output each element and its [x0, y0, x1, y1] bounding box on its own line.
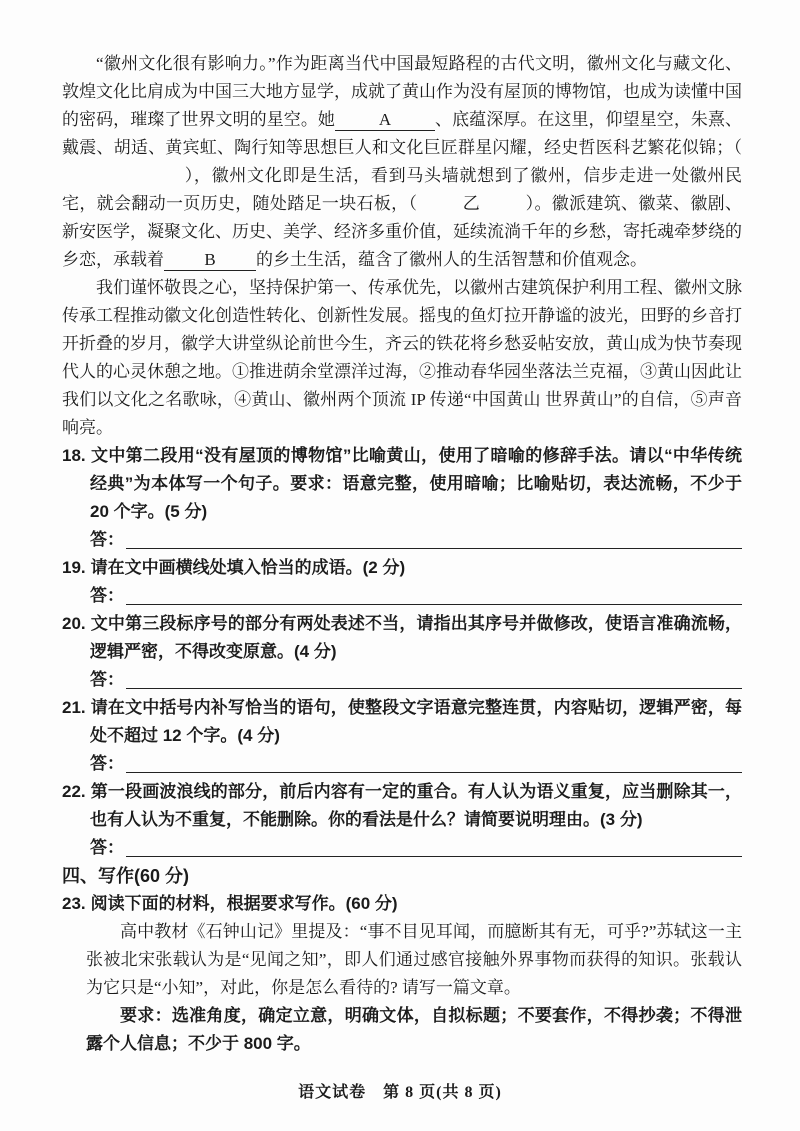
passage-p1-seg5: 的乡土生活，蕴含了徽州人的生活智慧和价值观念。 [256, 250, 647, 269]
answer-label: 答： [90, 754, 124, 773]
question-20-answer-row [62, 666, 742, 694]
passage-p1-seg3: ），徽州文化即是生活，看到马头墙就想到了徽州，信步走进一处徽州民宅，就会翻动一页历史，随处踏足一块石板，（ [62, 166, 742, 213]
paren-blank-yi: 乙 [462, 194, 480, 213]
question-23-text: 阅读下面的材料，根据要求写作。(60 分) [90, 894, 398, 913]
question-18-number: 18. [62, 446, 86, 465]
essay-material-paragraph: 高中教材《石钟山记》里提及：“事不目见耳闻，而臆断其有无，可乎?”苏轼这一主张被北宋张载认为是“见闻之知”，即人们通过感官接触外界事物而获得的知识。张载认为它只是“小知”，对此，你是怎么看待的? 请写一篇文章。 [86, 922, 742, 997]
answer-blank-line [126, 688, 742, 689]
passage-paragraph-1 [62, 50, 742, 274]
essay-requirements-paragraph: 要求：选准角度，确定立意，明确文体，自拟标题；不要套作，不得抄袭；不得泄露个人信息；不少于 800 字。 [86, 1006, 742, 1053]
question-19-answer-row [62, 582, 742, 610]
question-19 [62, 554, 742, 582]
question-22-text: 第一段画波浪线的部分，前后内容有一定的重合。有人认为语义重复，应当删除其一，也有人认为不重复，不能删除。你的看法是什么？请简要说明理由。(3 分) [90, 782, 742, 829]
question-18-text: 文中第二段用“没有屋顶的博物馆”比喻黄山，使用了暗喻的修辞手法。请以“中华传统经典”为本体写一个句子。要求：语意完整，使用暗喻；比喻贴切，表达流畅，不少于 20 个字。(5 分) [90, 446, 742, 521]
question-23 [62, 890, 742, 918]
question-22-number: 22. [62, 782, 86, 801]
question-23-number: 23. [62, 894, 86, 913]
answer-blank-line [126, 604, 742, 605]
question-21 [62, 694, 742, 750]
blank-b-underline: B [164, 250, 256, 271]
question-19-text: 请在文中画横线处填入恰当的成语。(2 分) [90, 558, 406, 577]
answer-label: 答： [90, 670, 124, 689]
answer-blank-line [126, 772, 742, 773]
passage-p1-seg4: ）。徽派建筑、徽菜、徽剧、新安医学，凝聚文化、历史、美学、经济多重价值，延续流淌千年的乡愁，寄托魂牵梦绕的乡恋，承载着 [62, 194, 743, 269]
question-21-text: 请在文中括号内补写恰当的语句，使整段文字语意完整连贯，内容贴切，逻辑严密，每处不超过 12 个字。(4 分) [90, 698, 742, 745]
passage-p1-seg1: “徽州文化很有影响力。”作为距离当代中国最短路程的古代文明，徽州文化与藏文化、敦煌文化比肩成为中国三大地方显学，成就了黄山作为没有屋顶的博物馆，也成为读懂中国的密码，璀璨了世界文明的星空。她 [62, 54, 742, 129]
passage-p1-seg2: 、底蕴深厚。在这里，仰望星空，朱熹、戴震、胡适、黄宾虹、陶行知等思想巨人和文化巨匠群星闪耀，经史哲医科艺繁花似锦；（ [62, 110, 743, 157]
answer-label: 答： [90, 838, 124, 857]
answer-label: 答： [90, 586, 124, 605]
answer-label: 答： [90, 530, 124, 549]
page-footer: 语文试卷 第 8 页(共 8 页) [298, 1084, 502, 1101]
question-20 [62, 610, 742, 666]
answer-blank-line [126, 856, 742, 857]
question-22 [62, 778, 742, 834]
question-21-answer-row [62, 750, 742, 778]
question-18-answer-row [62, 526, 742, 554]
blank-a-underline: A [335, 110, 435, 131]
section-heading-writing: 四、写作(60 分) [62, 866, 190, 886]
question-19-number: 19. [62, 558, 86, 577]
answer-blank-line [126, 548, 742, 549]
question-20-number: 20. [62, 614, 86, 633]
question-20-text: 文中第三段标序号的部分有两处表述不当，请指出其序号并做修改，使语言准确流畅，逻辑严密，不得改变原意。(4 分) [90, 614, 742, 661]
question-22-answer-row [62, 834, 742, 862]
question-18 [62, 442, 742, 526]
question-21-number: 21. [62, 698, 86, 717]
passage-paragraph-2: 我们谨怀敬畏之心，坚持保护第一、传承优先，以徽州古建筑保护利用工程、徽州文脉传承工程推动徽文化创造性转化、创新性发展。摇曳的鱼灯拉开静谧的波光，田野的乡音打开折叠的岁月，徽学大讲堂纵论前世今生，齐云的铁花将乡愁妥帖安放，黄山成为快节奏现代人的心灵休憩之地。①推进荫余堂漂洋过海，②推动春华园坐落法兰克福，③黄山因此让我们以文化之名歌咏，④黄山、徽州两个顶流 IP 传递“中国黄山 世界黄山”的自信，⑤声音响亮。 [62, 278, 742, 437]
